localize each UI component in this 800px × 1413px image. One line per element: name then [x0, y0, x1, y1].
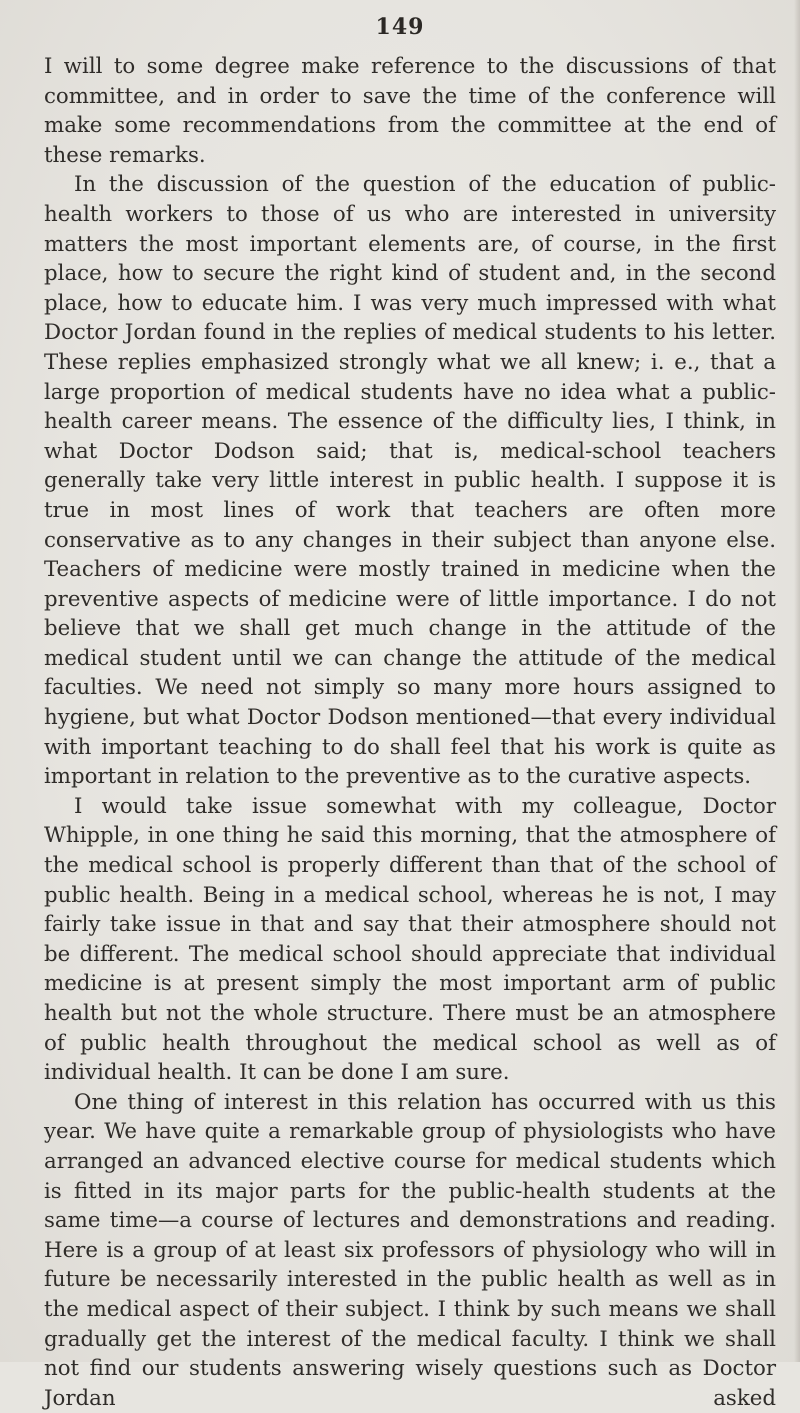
paragraph-1: I will to some degree make reference to the discussions of that committee, and in order to save the time of the conference will make some recommendations from the committee at the end of these remarks.	[44, 54, 776, 168]
body-text	[44, 52, 776, 1413]
page-edge-shadow	[794, 0, 800, 1362]
page-number: 149	[375, 14, 425, 40]
paragraph-2: In the discussion of the question of the education of public-health workers to those of us who are interested in university matters the most important elements are, of course, in the first place, how to secure the right kind of student and, in the second place, how to educate him. I was very much impressed with what Doctor Jordan found in the replies of medical students to his letter. These replies emphasized strongly what we all knew; i. e., that a large proportion of medical students have no idea what a public-health career means. The essence of the difficulty lies, I think, in what Doctor Dodson said; that is, medical-school teachers generally take very little interest in public health. I suppose it is true in most lines of work that teachers are often more conservative as to any changes in their subject than anyone else. Teachers of medicine were mostly trained in medicine when the preventive aspects of medicine were of little importance. I do not believe that we shall get much change in the attitude of the medical student until we can change the attitude of the medical faculties. We need not simply so many more hours assigned to hygiene, but what Doctor Dodson mentioned—that every individual with important teaching to do shall feel that his work is quite as important in relation to the preventive as to the curative aspects.	[44, 172, 776, 790]
paragraph-3: I would take issue somewhat with my colleague, Doctor Whipple, in one thing he said this morning, that the atmosphere of the medical school is properly different than that of the school of public health. Being in a medical school, whereas he is not, I may fairly take issue in that and say that their atmosphere should not be different. The medical school should appreciate that individual medicine is at present simply the most important arm of public health but not the whole structure. There must be an atmosphere of public health throughout the medical school as well as of individual health. It can be done I am sure.	[44, 793, 776, 1086]
paragraph-4: One thing of interest in this relation has occurred with us this year. We have quite a remarkable group of physiologists who have arranged an advanced elective course for medical students which is fitted in its major parts for the public-health students at the same time—a course of lectures and demonstrations and reading. Here is a group of at least six professors of physiology who will in future be necessarily interested in the public health as well as in the medical aspect of their subject. I think by such means we shall gradually get the interest of the medical faculty. I think we shall not find our students answering wisely questions such as Doctor Jordan asked	[44, 1089, 776, 1411]
